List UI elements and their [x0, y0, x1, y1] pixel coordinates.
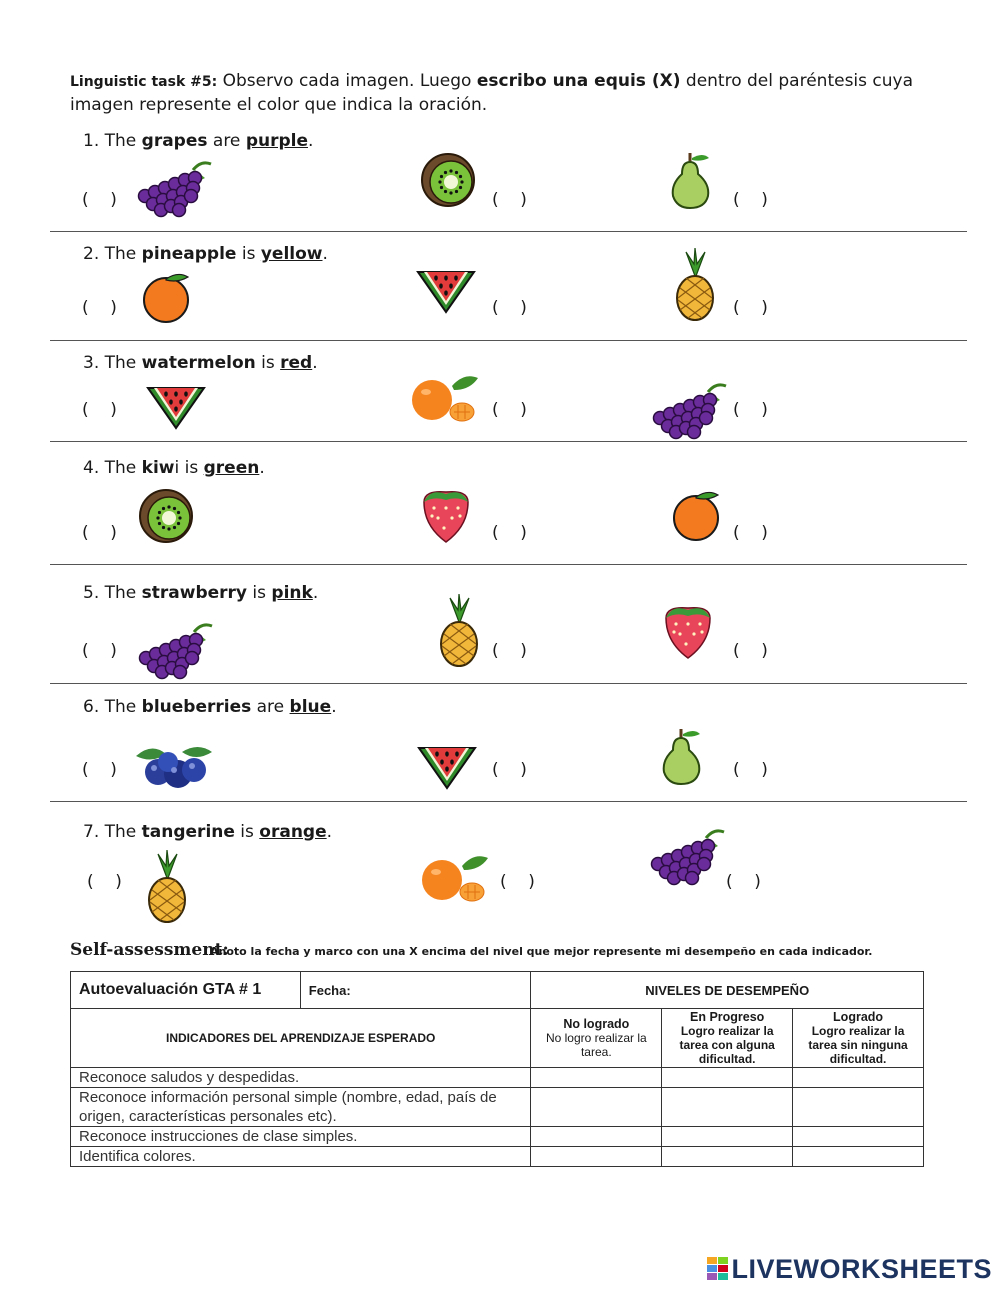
answer-parentheses[interactable]: ( )	[500, 872, 535, 892]
answer-parentheses[interactable]: ( )	[733, 400, 768, 420]
mark-cell[interactable]	[531, 1088, 662, 1127]
liveworksheets-mark-icon	[707, 1257, 729, 1281]
section-divider	[50, 801, 967, 802]
section-divider	[50, 564, 967, 565]
pineapple-icon	[672, 248, 718, 326]
table-row	[71, 1147, 924, 1167]
answer-parentheses[interactable]: ( )	[733, 190, 768, 210]
level-not-achieved: No logrado No logro realizar la tarea.	[531, 1009, 662, 1068]
exercise-sentence: 4. The kiwi is green.	[83, 458, 265, 478]
strawberry-icon	[660, 602, 716, 664]
table-row	[71, 1088, 924, 1127]
answer-parentheses[interactable]: ( )	[733, 641, 768, 661]
grapes-icon	[648, 826, 730, 890]
answer-parentheses[interactable]: ( )	[492, 298, 527, 318]
exercise-sentence: 2. The pineapple is yellow.	[83, 244, 328, 264]
performance-levels-header: NIVELES DE DESEMPEÑO	[531, 972, 924, 1009]
blueberries-icon	[134, 742, 214, 796]
mark-cell[interactable]	[531, 1127, 662, 1147]
exercise-sentence: 6. The blueberries are blue.	[83, 697, 337, 717]
watermelon-icon	[144, 374, 208, 434]
answer-parentheses[interactable]: ( )	[82, 298, 117, 318]
answer-parentheses[interactable]: ( )	[492, 400, 527, 420]
self-assessment-title: Self-assessment:	[70, 940, 229, 960]
task-label: Linguistic task #5:	[70, 74, 218, 90]
mark-cell[interactable]	[662, 1088, 793, 1127]
indicator-text: Reconoce información personal simple (nombre, edad, país de origen, características personales etc).	[71, 1088, 531, 1127]
answer-parentheses[interactable]: ( )	[87, 872, 122, 892]
answer-parentheses[interactable]: ( )	[82, 641, 117, 661]
answer-parentheses[interactable]: ( )	[492, 760, 527, 780]
kiwi-icon	[136, 486, 196, 550]
grapes-icon	[135, 158, 217, 222]
pineapple-icon	[144, 850, 190, 928]
tangerine-icon	[418, 850, 494, 912]
grapes-icon	[650, 380, 732, 444]
orange-icon	[668, 490, 724, 546]
exercise-sentence: 7. The tangerine is orange.	[83, 822, 333, 842]
answer-parentheses[interactable]: ( )	[82, 400, 117, 420]
answer-parentheses[interactable]: ( )	[733, 523, 768, 543]
answer-parentheses[interactable]: ( )	[82, 760, 117, 780]
level-achieved: Logrado Logro realizar la tarea sin ninguna dificultad.	[793, 1009, 924, 1068]
exercise-sentence: 5. The strawberry is pink.	[83, 583, 319, 603]
kiwi-icon	[418, 150, 478, 214]
pear-icon	[656, 726, 706, 790]
mark-cell[interactable]	[793, 1088, 924, 1127]
mark-cell[interactable]	[531, 1147, 662, 1167]
answer-parentheses[interactable]: ( )	[82, 190, 117, 210]
answer-parentheses[interactable]: ( )	[82, 523, 117, 543]
watermelon-icon	[414, 258, 478, 318]
indicator-text: Reconoce instrucciones de clase simples.	[71, 1127, 531, 1147]
mark-cell[interactable]	[662, 1147, 793, 1167]
level-in-progress: En Progreso Logro realizar la tarea con alguna dificultad.	[662, 1009, 793, 1068]
table-row	[71, 1127, 924, 1147]
answer-parentheses[interactable]: ( )	[726, 872, 761, 892]
exercise-sentence: 1. The grapes are purple.	[83, 131, 314, 151]
section-divider	[50, 441, 967, 442]
answer-parentheses[interactable]: ( )	[733, 298, 768, 318]
indicator-text: Identifica colores.	[71, 1147, 531, 1167]
table-row	[71, 1068, 924, 1088]
orange-icon	[138, 272, 194, 328]
pear-icon	[665, 150, 715, 214]
indicators-header: INDICADORES DEL APRENDIZAJE ESPERADO	[71, 1009, 531, 1068]
self-assessment-note: Anoto la fecha y marco con una X encima del nivel que mejor represente mi desempeño en cada indicador.	[210, 945, 873, 958]
pineapple-icon	[436, 594, 482, 672]
strawberry-icon	[418, 486, 474, 548]
exercise-sentence: 3. The watermelon is red.	[83, 353, 318, 373]
watermelon-icon	[415, 734, 479, 794]
answer-parentheses[interactable]: ( )	[492, 523, 527, 543]
self-assessment-table	[70, 971, 924, 1167]
answer-parentheses[interactable]: ( )	[492, 190, 527, 210]
date-field[interactable]: Fecha:	[300, 972, 531, 1009]
mark-cell[interactable]	[662, 1068, 793, 1088]
task-instructions: Linguistic task #5: Observo cada imagen. Luego escribo una equis (X) dentro del paréntesis cuya imagen represente el color que indica la oración.	[70, 71, 914, 115]
section-divider	[50, 683, 967, 684]
grapes-icon	[136, 620, 218, 684]
liveworksheets-logo: LIVEWORKSHEETS	[707, 1254, 992, 1285]
answer-parentheses[interactable]: ( )	[492, 641, 527, 661]
answer-parentheses[interactable]: ( )	[733, 760, 768, 780]
section-divider	[50, 231, 967, 232]
section-divider	[50, 340, 967, 341]
table-title: Autoevaluación GTA # 1	[71, 972, 301, 1009]
indicator-text: Reconoce saludos y despedidas.	[71, 1068, 531, 1088]
mark-cell[interactable]	[531, 1068, 662, 1088]
tangerine-icon	[408, 370, 484, 432]
mark-cell[interactable]	[793, 1147, 924, 1167]
mark-cell[interactable]	[793, 1127, 924, 1147]
mark-cell[interactable]	[793, 1068, 924, 1088]
mark-cell[interactable]	[662, 1127, 793, 1147]
